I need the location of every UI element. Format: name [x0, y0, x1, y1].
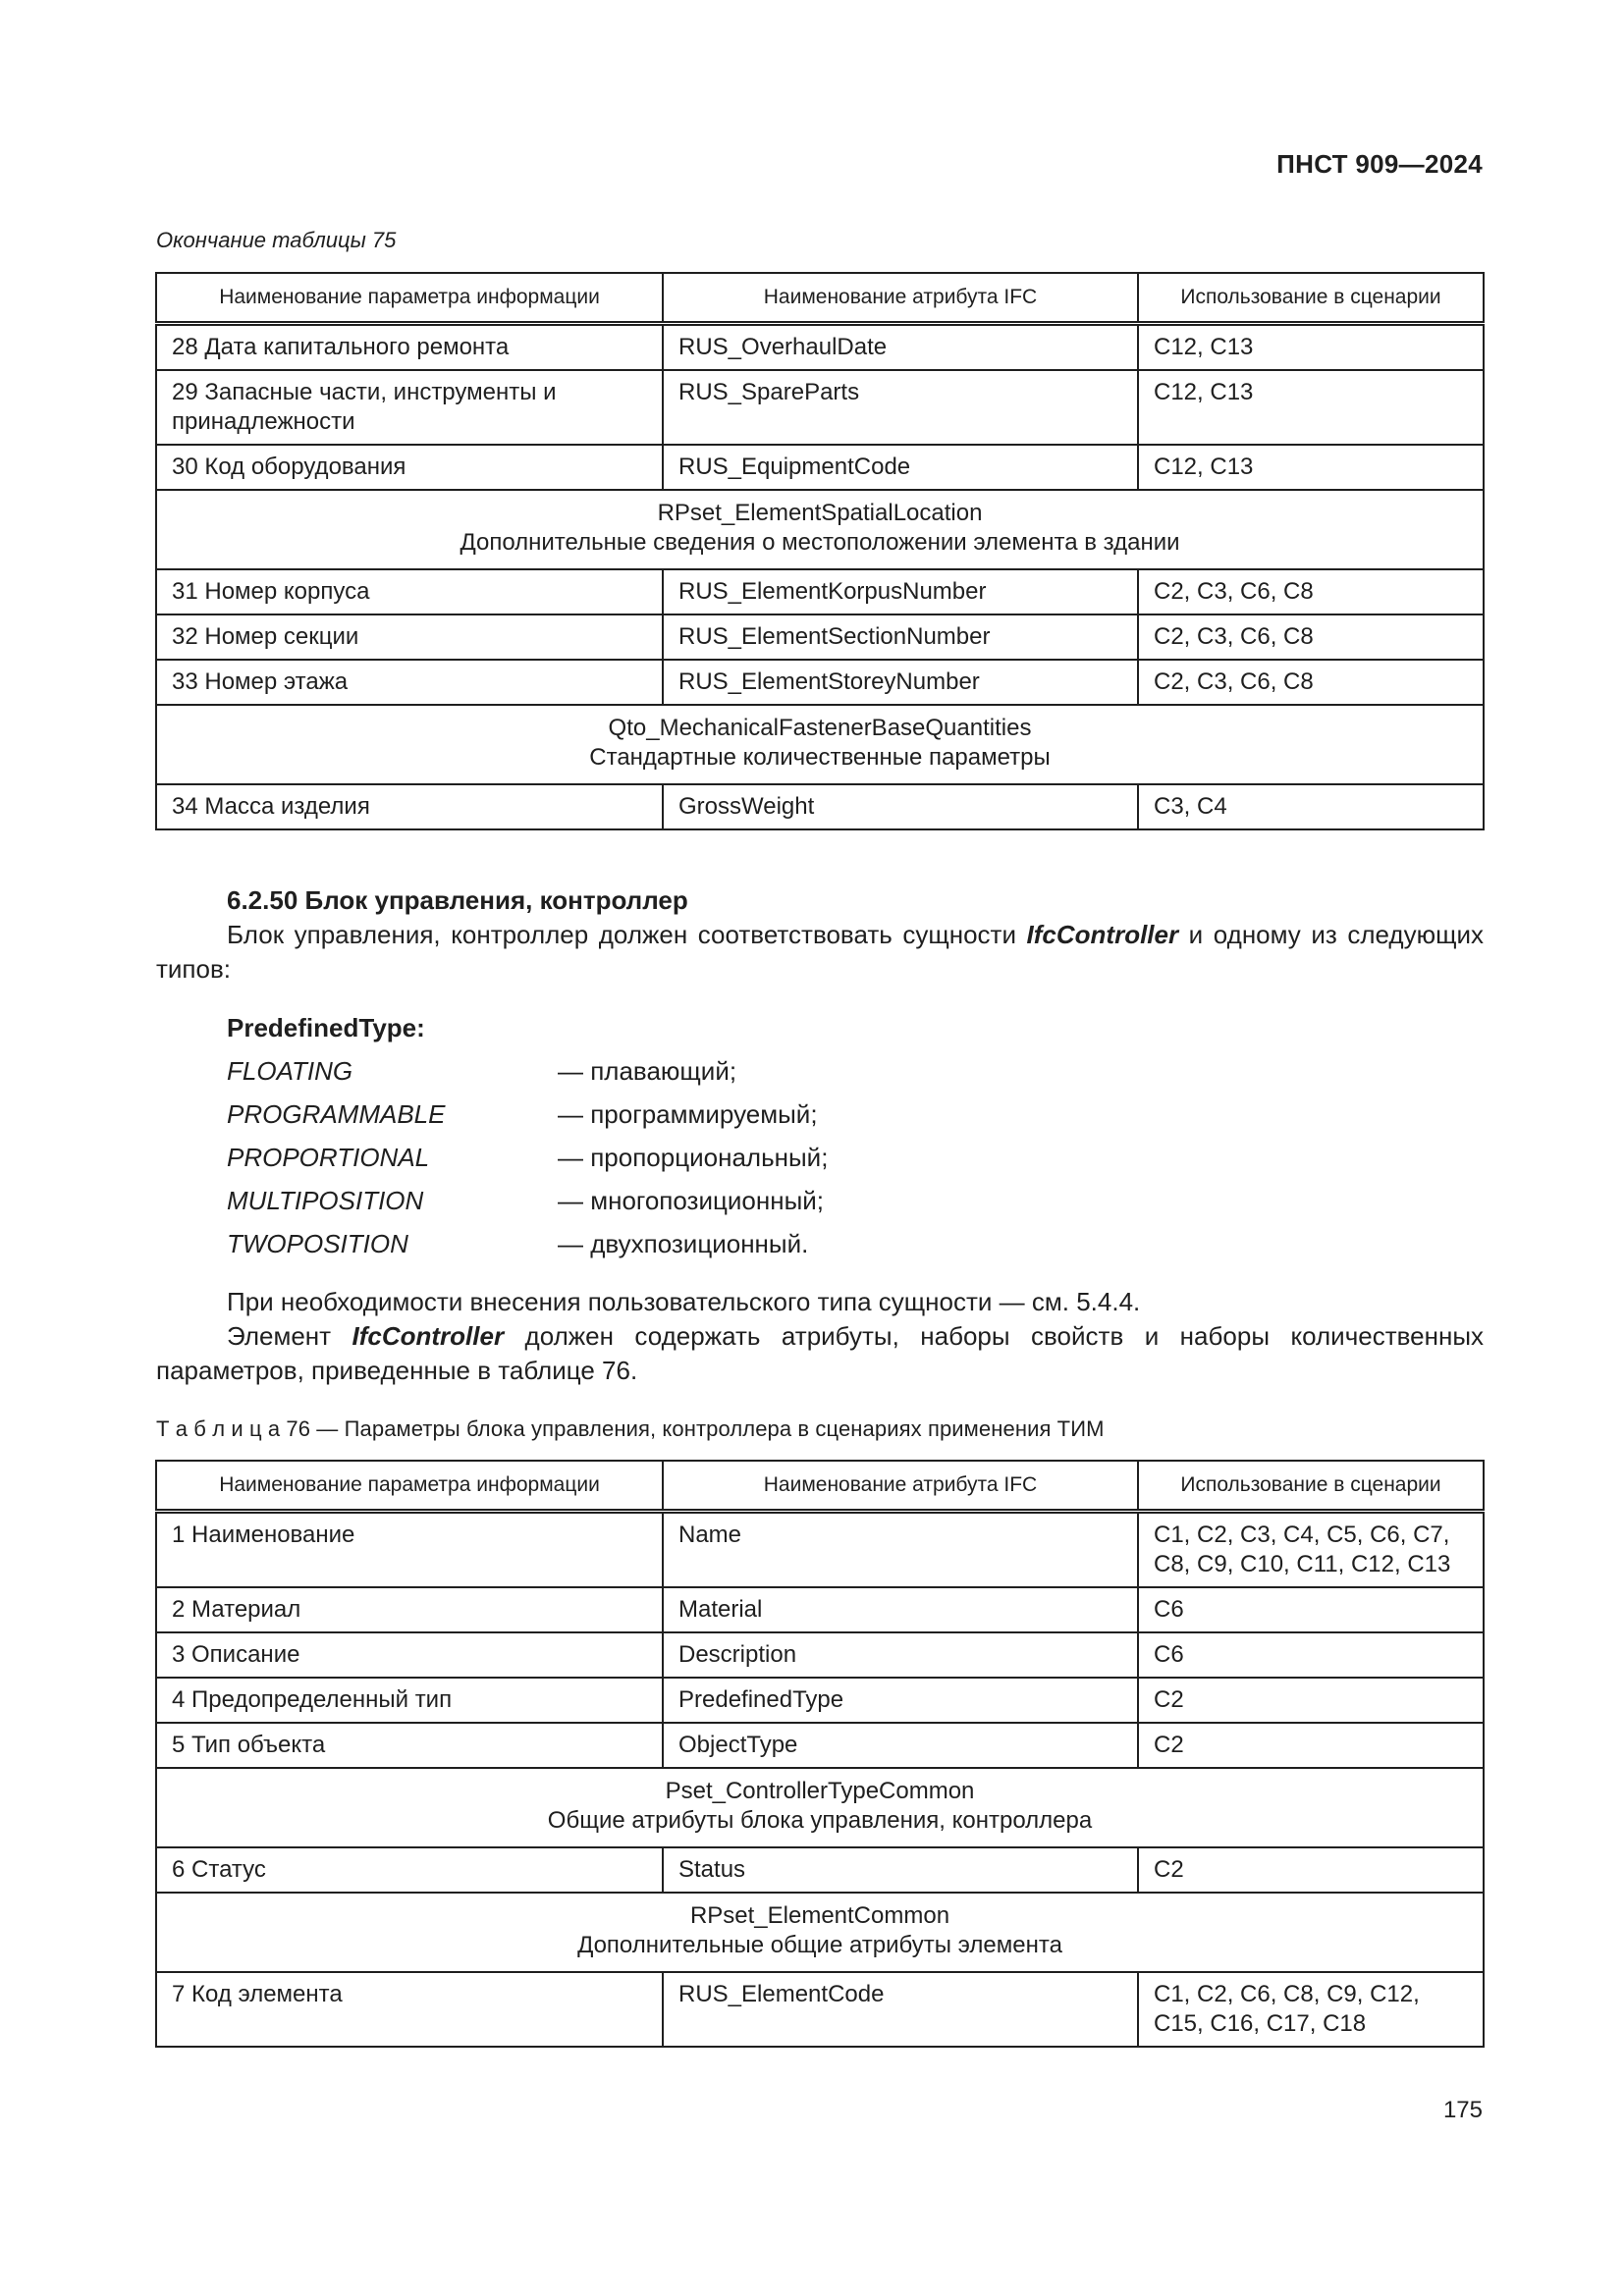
table76-body: [156, 1512, 1484, 2048]
scenario-usage-cell: C2, C3, C6, C8: [1138, 569, 1484, 614]
ifc-attribute-cell: RUS_ElementSectionNumber: [663, 614, 1138, 660]
property-set-description: Дополнительные сведения о местоположении элемента в здании: [460, 529, 1180, 556]
table-row: [156, 614, 1484, 660]
element-paragraph: Элемент IfcController должен содержать атрибуты, наборы свойств и наборы количественных параметров, приведенные в таблице 76.: [156, 1321, 1485, 1385]
property-set-name: RPset_ElementCommon: [689, 1902, 950, 1929]
table-row: [156, 569, 1484, 614]
property-set-name: Qto_MechanicalFastenerBaseQuantities: [608, 715, 1032, 741]
type-description: — плавающий;: [558, 1055, 737, 1086]
predefined-type-item: [227, 1093, 1484, 1136]
column-header: Наименование параметра информации: [156, 273, 663, 324]
property-set-name: RPset_ElementSpatialLocation: [657, 500, 983, 526]
table76-caption: Т а б л и ц а 76 — Параметры блока управления, контроллера в сценариях применения ТИМ: [156, 1416, 1105, 1441]
table75-body: [156, 324, 1484, 830]
property-set-description: Общие атрибуты блока управления, контроллера: [547, 1807, 1093, 1834]
parameter-cell: 5 Тип объекта: [156, 1723, 663, 1768]
scenario-usage-cell: C1, C2, C6, C8, C9, C12, C15, C16, C17, C18: [1138, 1972, 1484, 2047]
parameter-cell: 30 Код оборудования: [156, 445, 663, 490]
predefined-type-label: PredefinedType:: [227, 1012, 425, 1042]
column-header: Наименование атрибута IFC: [663, 273, 1138, 324]
group-cell: [156, 1768, 1484, 1847]
parameter-cell: 1 Наименование: [156, 1512, 663, 1588]
table75-header-row: [156, 273, 1484, 324]
parameter-cell: 3 Описание: [156, 1632, 663, 1678]
parameter-cell: 34 Масса изделия: [156, 784, 663, 829]
custom-type-note: При необходимости внесения пользовательского типа сущности — см. 5.4.4.: [227, 1287, 1141, 1316]
parameter-cell: 2 Материал: [156, 1587, 663, 1632]
group-cell: [156, 490, 1484, 569]
parameter-cell: 33 Номер этажа: [156, 660, 663, 705]
parameter-cell: 29 Запасные части, инструменты и принадлежности: [156, 370, 663, 445]
predefined-type-item: [227, 1136, 1484, 1179]
table-76: [155, 1460, 1485, 2048]
section-6-2-50: [156, 883, 1484, 1388]
table-row: [156, 324, 1484, 371]
predefined-type-list: [227, 1049, 1484, 1265]
type-name: TWOPOSITION: [227, 1228, 408, 1258]
ifc-attribute-cell: Description: [663, 1632, 1138, 1678]
page-number: 175: [1442, 2097, 1483, 2123]
ifc-attribute-cell: RUS_SpareParts: [663, 370, 1138, 445]
scenario-usage-cell: C2: [1138, 1723, 1484, 1768]
type-name: PROGRAMMABLE: [227, 1098, 446, 1129]
scenario-usage-cell: C1, C2, C3, C4, C5, C6, C7, C8, C9, C10, C11, C12, C13: [1138, 1512, 1484, 1588]
ifc-attribute-cell: RUS_ElementKorpusNumber: [663, 569, 1138, 614]
ifc-attribute-cell: Material: [663, 1587, 1138, 1632]
table76-header-row: [156, 1461, 1484, 1512]
ifc-attribute-cell: Status: [663, 1847, 1138, 1893]
scenario-usage-cell: C2, C3, C6, C8: [1138, 660, 1484, 705]
table-row: [156, 370, 1484, 445]
property-set-description: Дополнительные общие атрибуты элемента: [577, 1932, 1062, 1958]
ifc-attribute-cell: ObjectType: [663, 1723, 1138, 1768]
scenario-usage-cell: C12, C13: [1138, 445, 1484, 490]
scenario-usage-cell: C2, C3, C6, C8: [1138, 614, 1484, 660]
type-name: FLOATING: [227, 1055, 353, 1086]
table-row: [156, 784, 1484, 829]
type-name: PROPORTIONAL: [227, 1142, 430, 1172]
property-set-description: Стандартные количественные параметры: [589, 744, 1051, 771]
scenario-usage-cell: C2: [1138, 1847, 1484, 1893]
group-cell: [156, 1893, 1484, 1972]
group-row: [156, 490, 1484, 569]
table-row: [156, 1632, 1484, 1678]
table-row: [156, 660, 1484, 705]
table-row: [156, 1847, 1484, 1893]
entity-name: IfcController: [1026, 920, 1179, 949]
parameter-cell: 7 Код элемента: [156, 1972, 663, 2047]
ifc-attribute-cell: RUS_ElementStoreyNumber: [663, 660, 1138, 705]
document-code: ПНСТ 909—2024: [1276, 149, 1483, 179]
scenario-usage-cell: C6: [1138, 1587, 1484, 1632]
parameter-cell: 32 Номер секции: [156, 614, 663, 660]
table-row: [156, 1678, 1484, 1723]
group-row: [156, 1768, 1484, 1847]
predefined-type-item: [227, 1179, 1484, 1222]
parameter-cell: 4 Предопределенный тип: [156, 1678, 663, 1723]
ifc-attribute-cell: RUS_ElementCode: [663, 1972, 1138, 2047]
property-set-name: Pset_ControllerTypeCommon: [665, 1778, 975, 1804]
ifc-attribute-cell: RUS_EquipmentCode: [663, 445, 1138, 490]
scenario-usage-cell: C12, C13: [1138, 324, 1484, 371]
intro-paragraph: Блок управления, контроллер должен соответствовать сущности IfcController и одному из следующих типов:: [156, 920, 1484, 984]
ifc-attribute-cell: PredefinedType: [663, 1678, 1138, 1723]
type-description: — пропорциональный;: [558, 1142, 829, 1172]
predefined-type-item: [227, 1049, 1484, 1093]
group-row: [156, 1893, 1484, 1972]
group-cell: [156, 705, 1484, 784]
parameter-cell: 31 Номер корпуса: [156, 569, 663, 614]
scenario-usage-cell: C6: [1138, 1632, 1484, 1678]
scenario-usage-cell: C3, C4: [1138, 784, 1484, 829]
table-75: [155, 272, 1485, 830]
type-description: — двухпозиционный.: [558, 1228, 809, 1258]
column-header: Наименование атрибута IFC: [663, 1461, 1138, 1512]
column-header: Использование в сценарии: [1138, 273, 1484, 324]
column-header: Наименование параметра информации: [156, 1461, 663, 1512]
type-description: — многопозиционный;: [558, 1185, 825, 1215]
section-heading: 6.2.50 Блок управления, контроллер: [227, 885, 688, 915]
parameter-cell: 28 Дата капитального ремонта: [156, 324, 663, 371]
predefined-type-item: [227, 1222, 1484, 1265]
table-row: [156, 1972, 1484, 2047]
scenario-usage-cell: C12, C13: [1138, 370, 1484, 445]
table-row: [156, 1512, 1484, 1588]
group-row: [156, 705, 1484, 784]
column-header: Использование в сценарии: [1138, 1461, 1484, 1512]
table-row: [156, 1587, 1484, 1632]
parameter-cell: 6 Статус: [156, 1847, 663, 1893]
table-row: [156, 1723, 1484, 1768]
scenario-usage-cell: C2: [1138, 1678, 1484, 1723]
type-description: — программируемый;: [558, 1098, 818, 1129]
table-row: [156, 445, 1484, 490]
entity-name: IfcController: [352, 1321, 505, 1351]
ifc-attribute-cell: Name: [663, 1512, 1138, 1588]
type-name: MULTIPOSITION: [227, 1185, 424, 1215]
table75-caption: Окончание таблицы 75: [156, 228, 397, 252]
ifc-attribute-cell: GrossWeight: [663, 784, 1138, 829]
ifc-attribute-cell: RUS_OverhaulDate: [663, 324, 1138, 371]
